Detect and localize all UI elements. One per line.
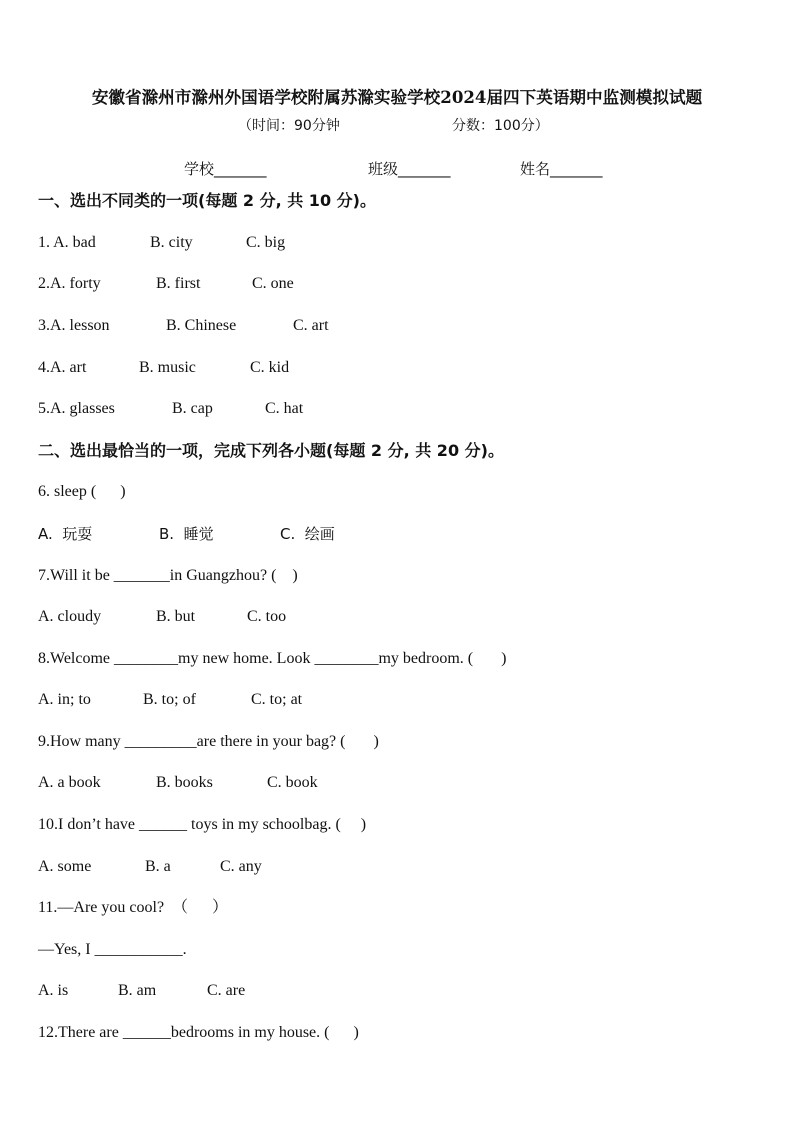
question-1-option-c: C. big xyxy=(246,234,286,251)
question-7-option-a: A. cloudy xyxy=(38,608,102,625)
name-field: 姓名_______ xyxy=(520,160,603,178)
question-5-option-c: C. hat xyxy=(265,400,304,417)
question-11-stem: 11.—Are you cool? （ ） xyxy=(38,899,229,916)
question-4-option-c: C. kid xyxy=(250,359,290,376)
school-field: 学校_______ xyxy=(184,160,267,178)
question-6-stem: 6. sleep ( ) xyxy=(38,483,126,500)
question-10-stem: 10.I don’t have ______ toys in my schoolbag. ( ) xyxy=(38,816,367,833)
section1-heading: 一、选出不同类的一项(每题 2 分, 共 10 分)。 xyxy=(38,191,376,210)
question-9-option-b: B. books xyxy=(156,774,213,791)
question-3-option-c: C. art xyxy=(293,317,329,334)
question-3-option-b: B. Chinese xyxy=(166,317,237,334)
question-8-option-a: A. in; to xyxy=(38,691,91,708)
class-field: 班级_______ xyxy=(368,160,451,178)
question-9-option-a: A. a book xyxy=(38,774,101,791)
question-4-option-a: 4.A. art xyxy=(38,359,87,376)
question-7-option-c: C. too xyxy=(247,608,287,625)
question-11-option-b: B. am xyxy=(118,982,157,999)
question-5-option-b: B. cap xyxy=(172,400,213,417)
question-7-option-b: B. but xyxy=(156,608,196,625)
question-2-option-a: 2.A. forty xyxy=(38,275,101,292)
question-2-option-c: C. one xyxy=(252,275,294,292)
question-1-option-a: 1. A. bad xyxy=(38,234,96,251)
question-8-stem: 8.Welcome ________my new home. Look ________my bedroom. ( ) xyxy=(38,650,507,667)
question-5-option-a: 5.A. glasses xyxy=(38,400,115,417)
question-9-stem: 9.How many _________are there in your bag? ( ) xyxy=(38,733,379,750)
question-1-option-b: B. city xyxy=(150,234,193,251)
question-4-option-b: B. music xyxy=(139,359,196,376)
exam-time: （时间：90分钟 xyxy=(238,118,340,134)
question-9-option-c: C. book xyxy=(267,774,318,791)
question-10-option-a: A. some xyxy=(38,858,92,875)
exam-score: 分数：100分） xyxy=(452,118,549,134)
question-11-answer-line: —Yes, I ___________. xyxy=(38,941,187,958)
question-8-option-b: B. to; of xyxy=(143,691,196,708)
question-6-option-b: B. 睡觉 xyxy=(159,525,214,543)
question-7-stem: 7.Will it be _______in Guangzhou? ( ) xyxy=(38,567,298,584)
question-10-option-c: C. any xyxy=(220,858,262,875)
question-12-stem: 12.There are ______bedrooms in my house. ( ) xyxy=(38,1024,359,1041)
question-3-option-a: 3.A. lesson xyxy=(38,317,110,334)
question-8-option-c: C. to; at xyxy=(251,691,303,708)
question-6-option-a: A. 玩耍 xyxy=(38,525,93,543)
question-10-option-b: B. a xyxy=(145,858,171,875)
question-11-option-c: C. are xyxy=(207,982,246,999)
question-6-option-c: C. 绘画 xyxy=(280,525,335,543)
section2-heading: 二、选出最恰当的一项，完成下列各小题(每题 2 分, 共 20 分)。 xyxy=(38,441,504,460)
page-title: 安徽省滁州市滁州外国语学校附属苏滁实验学校2024届四下英语期中监测模拟试题 xyxy=(91,87,703,107)
question-2-option-b: B. first xyxy=(156,275,201,292)
question-11-option-a: A. is xyxy=(38,982,69,999)
